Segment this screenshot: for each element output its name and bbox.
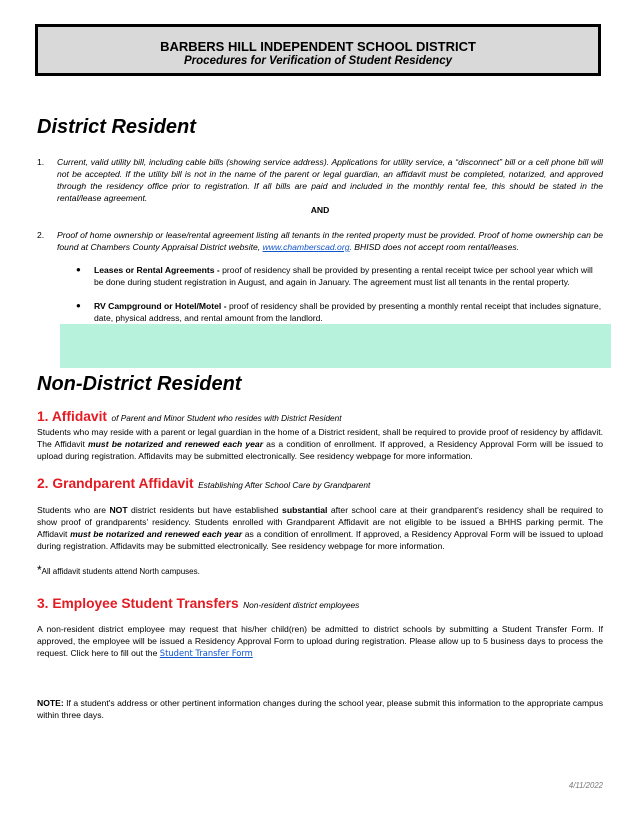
address-change-note: NOTE: If a student's address or other pertinent information changes during the school year, please submit this information to the appropriate campus within three days. [37,698,603,720]
grandparent-affidavit-heading: 2. Grandparent Affidavit Establishing After School Care by Grandparent [37,476,371,491]
footer-date: 4/11/2022 [568,781,603,790]
district-title: BARBERS HILL INDEPENDENT SCHOOL DISTRICT [160,39,476,54]
item-2-text: Proof of home ownership or lease/rental agreement listing all tenants in the rented property must be provided. Proof of home ownership can be found at Chambers County Appraisal District website, www.chamberscad.org. BHISD does not accept room rental/leases. [57,230,603,252]
bullet-2-icon: ● [76,301,81,310]
and-label: AND [310,205,330,215]
grandparent-affidavit-paragraph: Students who are NOT district residents but have established substantial after school care at their grandparent's residency shall be required to show proof of grandparents' residency. Students enrolled with Grandparent Affidavit are not eligible to be issued a BHHS parking permit. The Affidavit must be notarized and renewed each year as a condition of enrollment. If approved, a Residency Approval Form will be issued to upload during registration. Affidavits may be submitted electronically. See residency webpage for more information. [37,505,603,551]
item-1-text: Current, valid utility bill, including cable bills (showing service address). Applications for utility service, a “disconnect” bill or a cell phone bill will not be accepted. If the utility bill is not in the name of the parent or legal guardian, an affidavit must be completed, notarized, and approved through the residency office prior to registration. If all bills are paid and included in the monthly rental fee, this should be stated in the rental/lease agreement. [57,157,603,203]
chamberscad-link[interactable]: www.chamberscad.org [262,242,350,252]
highlight-box [60,324,611,368]
employee-transfers-paragraph: A non-resident district employee may request that his/her child(ren) be admitted to district schools by submitting a Student Transfer Form. If approved, the employee will be issued a Residency Approval Form to upload during registration. Please allow up to 5 business days to process the request. Click here to fill out the Student Transfer Form [37,624,603,658]
student-transfer-form-link[interactable]: Student Transfer Form [159,648,253,658]
bullet-rv-campground: RV Campground or Hotel/Motel - proof of residency shall be provided by presenting a monthly rental receipt that includes signature, date, physical address, and rental amount from the landlord. [94,301,602,323]
campus-note: *All affidavit students attend North campuses. [37,563,200,577]
document-subtitle: Procedures for Verification of Student Residency [184,55,452,67]
non-district-resident-heading: Non-District Resident [37,373,242,395]
document-header [35,24,601,76]
item-2-number: 2. [37,230,45,240]
bullet-leases: Leases or Rental Agreements - proof of residency shall be provided by presenting a rental receipt twice per school year which will be done during student registration in August, and again in January. The agreement must list all tenants in the rental property. [94,265,593,287]
affidavit-heading: 1. Affidavit of Parent and Minor Student who resides with District Resident [37,409,342,424]
district-resident-heading: District Resident [37,116,196,138]
item-1-number: 1. [37,157,45,167]
employee-transfers-heading: 3. Employee Student Transfers Non-resident district employees [37,596,360,611]
bullet-1-icon: ● [76,265,81,274]
affidavit-paragraph: Students who may reside with a parent or legal guardian in the home of a District resident, shall be required to provide proof of residency by affidavit. The Affidavit must be notarized and renewed each year as a condition of enrollment. If approved, a Residency Approval Form will be issued to upload during registration. Affidavits may be submitted electronically. See residency webpage for more information. [37,427,603,461]
